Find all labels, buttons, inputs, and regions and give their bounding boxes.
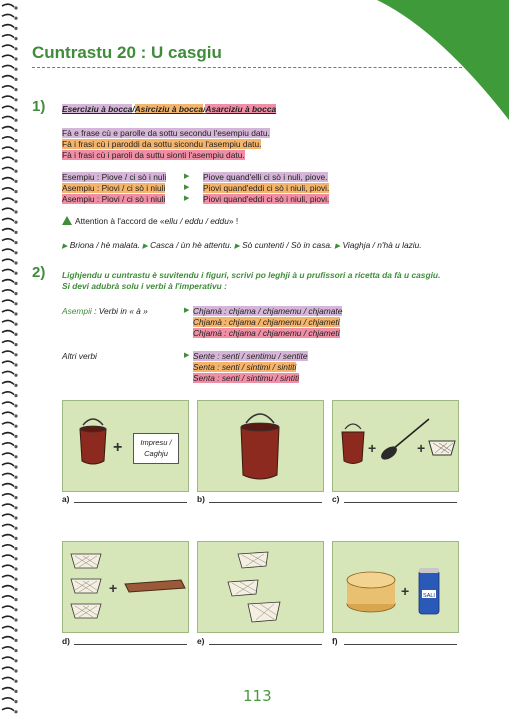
- exercise-1-items: [62, 240, 422, 252]
- example-left-3: Asempiu : Piovi / ci sò i niuli: [62, 194, 166, 204]
- rennet-label-box: Impresu / Caghju: [133, 433, 179, 464]
- spiral-hole: [14, 414, 17, 417]
- spiral-hole: [14, 435, 17, 438]
- spiral-hole: [14, 465, 17, 468]
- spiral-hole: [14, 47, 17, 50]
- spiral-hole: [14, 506, 17, 509]
- spiral-hole: [14, 394, 17, 397]
- spiral-ring: [2, 300, 14, 303]
- spiral-ring: [2, 14, 14, 17]
- spiral-ring: [2, 188, 14, 191]
- spiral-ring: [2, 290, 14, 293]
- cauldron-icon: [198, 401, 323, 491]
- spiral-hole: [14, 57, 17, 60]
- spiral-ring: [2, 555, 14, 558]
- spiral-hole: [14, 98, 17, 101]
- page-number: 113: [243, 687, 272, 705]
- spiral-hole: [14, 282, 17, 285]
- item-4: Viaghja / n'hà u laziu.: [342, 240, 422, 250]
- spiral-hole: [14, 578, 17, 581]
- spiral-hole: [14, 129, 17, 132]
- spiral-hole: [14, 649, 17, 652]
- spiral-hole: [14, 180, 17, 183]
- chjama-variant-1: Chjamà : chjama / chjamemu / chjamate: [193, 306, 343, 316]
- spiral-hole: [14, 710, 17, 713]
- spiral-hole: [14, 292, 17, 295]
- spiral-ring: [2, 86, 14, 89]
- sente-variant-3: Senta : senti / sintimu / sintiti: [193, 373, 300, 383]
- svg-text:+: +: [417, 440, 426, 456]
- spiral-ring: [2, 65, 14, 68]
- chjama-variant-3: Chjamà : chjama / chjamemu / chjameti: [193, 328, 340, 338]
- spiral-hole: [14, 302, 17, 305]
- spiral-ring: [2, 392, 14, 395]
- spiral-ring: [2, 259, 14, 262]
- spiral-hole: [14, 190, 17, 193]
- spiral-ring: [2, 218, 14, 221]
- pot-ladle-basket-icon: [333, 401, 458, 491]
- page-title: Cuntrastu 20 : U casgiu: [32, 43, 222, 62]
- spiral-ring: [2, 575, 14, 578]
- spiral-hole: [14, 476, 17, 479]
- arrow-icon: ▶: [184, 307, 190, 314]
- spiral-ring: [2, 35, 14, 38]
- spiral-binding: [0, 0, 22, 720]
- salt-can-label: SALI: [423, 593, 435, 599]
- spiral-hole: [14, 384, 17, 387]
- stacked-baskets-icon: [198, 542, 323, 632]
- spiral-ring: [2, 157, 14, 160]
- spiral-ring: [2, 647, 14, 650]
- spiral-ring: [2, 463, 14, 466]
- spiral-hole: [14, 6, 17, 9]
- spiral-hole: [14, 17, 17, 20]
- spiral-hole: [14, 700, 17, 703]
- plus-icon: +: [113, 439, 123, 456]
- item-1: Briona / hè malata.: [69, 240, 141, 250]
- spiral-hole: [14, 629, 17, 632]
- spiral-hole: [14, 139, 17, 142]
- spiral-ring: [2, 616, 14, 619]
- spiral-hole: [14, 343, 17, 346]
- picture-panel-f: [332, 541, 459, 633]
- spiral-ring: [2, 341, 14, 344]
- spiral-hole: [14, 557, 17, 560]
- spiral-ring: [2, 331, 14, 334]
- spiral-ring: [2, 280, 14, 283]
- spiral-ring: [2, 606, 14, 609]
- instruction-variant-3: Fà i frasi cù i paroli da suttu sionti l'asempiu datu.: [62, 150, 245, 160]
- svg-text:+: +: [368, 440, 377, 456]
- spiral-ring: [2, 433, 14, 436]
- spiral-ring: [2, 412, 14, 415]
- spiral-hole: [14, 588, 17, 591]
- svg-text:+: +: [109, 580, 118, 596]
- spiral-hole: [14, 149, 17, 152]
- spiral-hole: [14, 37, 17, 40]
- corner-decoration: [349, 0, 509, 120]
- spiral-hole: [14, 659, 17, 662]
- spiral-ring: [2, 698, 14, 701]
- spiral-hole: [14, 445, 17, 448]
- spiral-hole: [14, 241, 17, 244]
- spiral-ring: [2, 677, 14, 680]
- spiral-ring: [2, 351, 14, 354]
- spiral-hole: [14, 333, 17, 336]
- answer-label-c: c): [332, 494, 340, 504]
- exercise-1-heading: Esercìziu à bocca/Asirciziu à bocca Asarciziu à bocca: [62, 104, 277, 114]
- arrow-icon: ▶: [184, 195, 190, 202]
- answer-line-c[interactable]: [344, 502, 457, 503]
- spiral-ring: [2, 667, 14, 670]
- spiral-ring: [2, 371, 14, 374]
- spiral-ring: [2, 596, 14, 599]
- spiral-ring: [2, 127, 14, 130]
- spiral-hole: [14, 159, 17, 162]
- spiral-ring: [2, 586, 14, 589]
- chjama-variant-2: Chjamà : chjama / chjamemu / chjameti: [193, 317, 340, 327]
- spiral-hole: [14, 312, 17, 315]
- spiral-ring: [2, 76, 14, 79]
- item-3: Sò cuntenti / Sò in casa.: [242, 240, 333, 250]
- spiral-ring: [2, 637, 14, 640]
- spiral-ring: [2, 96, 14, 99]
- spiral-ring: [2, 310, 14, 313]
- spiral-hole: [14, 170, 17, 173]
- answer-label-f: f): [332, 636, 338, 646]
- arrow-icon: ▶: [62, 243, 68, 250]
- spiral-ring: [2, 657, 14, 660]
- example-right-3: Piovi quand'eddi ci sò i niuli, piovi.: [203, 194, 330, 204]
- example-left-1: Esempiu : Piove / ci sò i nuli: [62, 172, 167, 182]
- spiral-hole: [14, 537, 17, 540]
- spiral-ring: [2, 55, 14, 58]
- picture-panel-e: [197, 541, 324, 633]
- spiral-ring: [2, 484, 14, 487]
- arrow-icon: ▶: [184, 173, 190, 180]
- spiral-hole: [14, 669, 17, 672]
- asempii-label: Asempii : Verbi in « à »: [62, 306, 148, 316]
- baskets-board-icon: [63, 542, 188, 632]
- spiral-ring: [2, 402, 14, 405]
- sente-variant-2: Senta : senti / sintimi / sintiti: [193, 362, 297, 372]
- answer-label-e: e): [197, 636, 205, 646]
- spiral-hole: [14, 363, 17, 366]
- picture-panel-a: [62, 400, 189, 492]
- spiral-hole: [14, 455, 17, 458]
- picture-panel-c: [332, 400, 459, 492]
- exercise-1-number: 1): [32, 98, 46, 115]
- spiral-ring: [2, 116, 14, 119]
- spiral-hole: [14, 200, 17, 203]
- exercise-2-instruction-2: Si devi adubrà solu i verbi à l'imperativu :: [62, 281, 227, 291]
- spiral-ring: [2, 382, 14, 385]
- spiral-hole: [14, 608, 17, 611]
- spiral-hole: [14, 119, 17, 122]
- answer-line-b[interactable]: [209, 502, 322, 503]
- spiral-hole: [14, 353, 17, 356]
- spiral-hole: [14, 108, 17, 111]
- spiral-hole: [14, 221, 17, 224]
- spiral-ring: [2, 473, 14, 476]
- spiral-hole: [14, 251, 17, 254]
- title-divider: [32, 67, 472, 68]
- spiral-ring: [2, 688, 14, 691]
- answer-line-e[interactable]: [209, 644, 322, 645]
- spiral-hole: [14, 231, 17, 234]
- spiral-ring: [2, 494, 14, 497]
- spiral-hole: [14, 78, 17, 81]
- spiral-ring: [2, 320, 14, 323]
- spiral-hole: [14, 496, 17, 499]
- spiral-hole: [14, 272, 17, 275]
- spiral-ring: [2, 269, 14, 272]
- spiral-hole: [14, 210, 17, 213]
- spiral-ring: [2, 208, 14, 211]
- spiral-ring: [2, 45, 14, 48]
- spiral-ring: [2, 198, 14, 201]
- spiral-ring: [2, 137, 14, 140]
- picture-panel-d: [62, 541, 189, 633]
- spiral-hole: [14, 547, 17, 550]
- exercise-2-number: 2): [32, 264, 46, 281]
- spiral-ring: [2, 4, 14, 7]
- arrow-icon: ▶: [184, 184, 190, 191]
- spiral-ring: [2, 178, 14, 181]
- spiral-hole: [14, 527, 17, 530]
- answer-label-d: d): [62, 636, 70, 646]
- spiral-hole: [14, 598, 17, 601]
- spiral-hole: [14, 68, 17, 71]
- spiral-ring: [2, 229, 14, 232]
- spiral-ring: [2, 565, 14, 568]
- instruction-variant-2: Fà i frasi cù i paroddi da sottu sicondu l'asempiu datu.: [62, 139, 262, 149]
- spiral-hole: [14, 690, 17, 693]
- spiral-hole: [14, 88, 17, 91]
- example-left-2: Asempiu : Piovi / ci sò i niuli: [62, 183, 166, 193]
- cheese-salt-icon: [333, 542, 458, 632]
- spiral-hole: [14, 516, 17, 519]
- spiral-hole: [14, 425, 17, 428]
- warning-icon: [62, 216, 72, 225]
- answer-label-b: b): [197, 494, 205, 504]
- spiral-ring: [2, 167, 14, 170]
- altri-verbi-label: Altri verbi: [62, 351, 97, 361]
- spiral-hole: [14, 261, 17, 264]
- spiral-ring: [2, 545, 14, 548]
- answer-line-a[interactable]: [74, 502, 187, 503]
- svg-text:+: +: [401, 583, 410, 599]
- spiral-ring: [2, 524, 14, 527]
- answer-label-a: a): [62, 494, 70, 504]
- answer-line-d[interactable]: [74, 644, 187, 645]
- sente-variant-1: Sente : senti / sentimu / sentite: [193, 351, 308, 361]
- spiral-hole: [14, 567, 17, 570]
- exercise-2-instruction-1: Lighjendu u cuntrastu è suvitendu i figuri, scrivi po leghji à u prufissori a ricetta da fà u casgiu.: [62, 270, 441, 280]
- spiral-ring: [2, 504, 14, 507]
- spiral-hole: [14, 27, 17, 30]
- spiral-ring: [2, 535, 14, 538]
- spiral-ring: [2, 147, 14, 150]
- spiral-hole: [14, 486, 17, 489]
- heading-variant-3: Asarciziu à bocca: [205, 104, 277, 114]
- spiral-hole: [14, 639, 17, 642]
- spiral-ring: [2, 361, 14, 364]
- arrow-icon: ▶: [334, 243, 341, 250]
- example-right-1: Piove quand'elli ci sò i nuli, piove.: [203, 172, 328, 182]
- picture-panel-b: [197, 400, 324, 492]
- spiral-ring: [2, 514, 14, 517]
- item-2: Casca / ùn hè attentu.: [150, 240, 233, 250]
- spiral-ring: [2, 25, 14, 28]
- arrow-icon: ▶: [184, 352, 190, 359]
- spiral-ring: [2, 106, 14, 109]
- heading-variant-2: Asirciziu à bocca: [134, 104, 204, 114]
- example-right-2: Piovi quand'eddi ci sò i niuli, piovi.: [203, 183, 330, 193]
- spiral-ring: [2, 708, 14, 711]
- arrow-icon: ▶: [234, 243, 240, 250]
- spiral-hole: [14, 618, 17, 621]
- spiral-ring: [2, 443, 14, 446]
- attention-note: Attention à l'accord de «ellu / eddu / eddu» !: [62, 216, 238, 226]
- spiral-ring: [2, 626, 14, 629]
- spiral-ring: [2, 422, 14, 425]
- arrow-icon: ▶: [142, 243, 148, 250]
- instruction-variant-1: Fà e frase cù e parolle da sottu secondu l'esempiu datu.: [62, 128, 270, 138]
- spiral-hole: [14, 404, 17, 407]
- heading-variant-1: Esercìziu à bocca: [62, 104, 133, 114]
- spiral-ring: [2, 453, 14, 456]
- spiral-hole: [14, 323, 17, 326]
- spiral-ring: [2, 239, 14, 242]
- spiral-hole: [14, 374, 17, 377]
- spiral-hole: [14, 680, 17, 683]
- spiral-ring: [2, 249, 14, 252]
- answer-line-f[interactable]: [344, 644, 457, 645]
